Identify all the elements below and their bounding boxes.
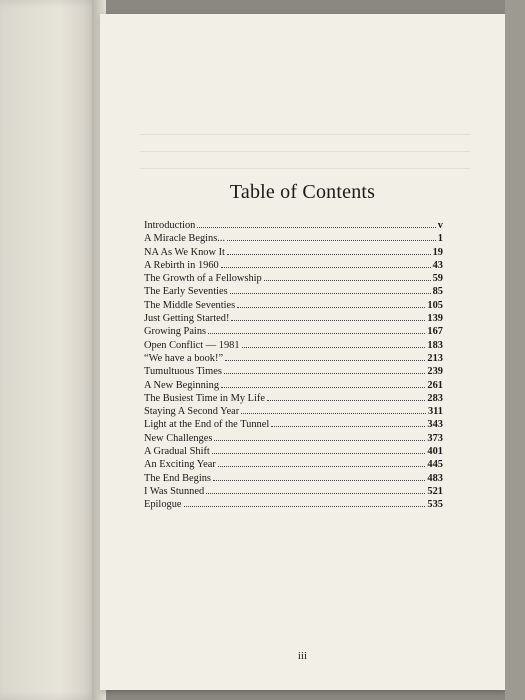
toc-entry [144,299,443,312]
toc-entry [144,272,443,285]
toc-entry-title: Epilogue [144,499,182,511]
toc-entry [144,445,443,458]
toc-entry [144,498,443,511]
dot-leader [214,440,425,441]
toc-entry-title: I Was Stunned [144,485,205,497]
toc-entry-page: 239 [427,366,443,378]
dot-leader [264,280,431,281]
dot-leader [206,493,425,494]
toc-entry-title: Tumultuous Times [144,366,222,378]
toc-entry-title: A Miracle Begins... [144,233,226,245]
dot-leader [231,320,425,321]
toc-entry [144,458,443,471]
toc-entry [144,312,443,325]
toc-entry-title: Open Conflict — 1981 [144,339,240,351]
toc-entry-page: 445 [427,459,443,471]
background-surface [505,0,525,700]
dot-leader [221,267,431,268]
toc-entry-page: 373 [427,432,443,444]
toc-entry-page: 483 [427,472,443,484]
toc-entry-title: Light at the End of the Tunnel [144,419,270,431]
dot-leader [237,307,425,308]
dot-leader [184,506,426,507]
toc-entry-title: The Growth of a Fellowship [144,273,262,285]
dot-leader [227,254,431,255]
toc-entry-page: 59 [432,273,443,285]
dot-leader [213,480,425,481]
toc-entry [144,365,443,378]
page-number: iii [297,650,308,662]
toc-entry-page: v [437,220,443,231]
toc-entry-title: Growing Pains [144,326,207,338]
toc-entry [144,219,443,232]
book-page [100,14,505,690]
toc-entry [144,325,443,338]
toc-entry-page: 19 [432,246,443,258]
toc-entry-page: 167 [427,326,443,338]
toc-entry-title: “We have a book!” [144,352,224,364]
dot-leader [242,347,426,348]
toc-entry-title: The Early Seventies [144,286,228,298]
toc-entry-page: 105 [427,299,443,311]
toc-entry-title: Just Getting Started! [144,313,230,325]
facing-page-left [0,0,98,700]
dot-leader [271,426,425,427]
dot-leader [227,240,436,241]
toc-entry-title: New Challenges [144,432,213,444]
toc-entry-page: 311 [427,406,443,418]
toc-entry [144,246,443,259]
table-of-contents [144,219,443,512]
toc-entry-page: 261 [427,379,443,391]
toc-entry-page: 85 [432,286,443,298]
toc-entry-page: 521 [427,485,443,497]
toc-entry [144,285,443,298]
toc-entry [144,485,443,498]
dot-leader [267,400,425,401]
page-title: Table of Contents [229,181,376,204]
toc-entry-title: A New Beginning [144,379,220,391]
toc-entry-title: Staying A Second Year [144,406,240,418]
toc-entry-title: A Gradual Shift [144,446,210,458]
toc-entry [144,339,443,352]
bleed-through-lines [140,134,470,185]
toc-entry [144,379,443,392]
toc-entry-page: 343 [427,419,443,431]
toc-entry-page: 401 [427,446,443,458]
toc-entry [144,472,443,485]
toc-entry-title: An Exciting Year [144,459,216,471]
toc-entry-page: 139 [427,313,443,325]
toc-entry [144,352,443,365]
toc-entry [144,232,443,245]
toc-entry [144,392,443,405]
toc-entry-title: The Busiest Time in My Life [144,392,265,404]
toc-entry [144,259,443,272]
toc-entry-title: Introduction [144,220,196,231]
toc-entry-title: A Rebirth in 1960 [144,259,219,271]
dot-leader [230,293,431,294]
dot-leader [224,373,426,374]
dot-leader [212,453,426,454]
dot-leader [197,227,435,228]
toc-entry-page: 283 [427,392,443,404]
toc-entry [144,418,443,431]
toc-entry [144,432,443,445]
dot-leader [241,413,426,414]
toc-entry-title: The Middle Seventies [144,299,236,311]
toc-entry-title: The End Begins [144,472,211,484]
dot-leader [221,387,425,388]
toc-entry-page: 213 [427,352,443,364]
toc-entry-page: 43 [432,259,443,271]
toc-entry-page: 535 [427,499,443,511]
dot-leader [218,466,426,467]
dot-leader [208,333,425,334]
toc-entry-page: 183 [427,339,443,351]
toc-entry-page: 1 [437,233,443,245]
toc-entry-title: NA As We Know It [144,246,225,258]
toc-entry [144,405,443,418]
dot-leader [225,360,425,361]
